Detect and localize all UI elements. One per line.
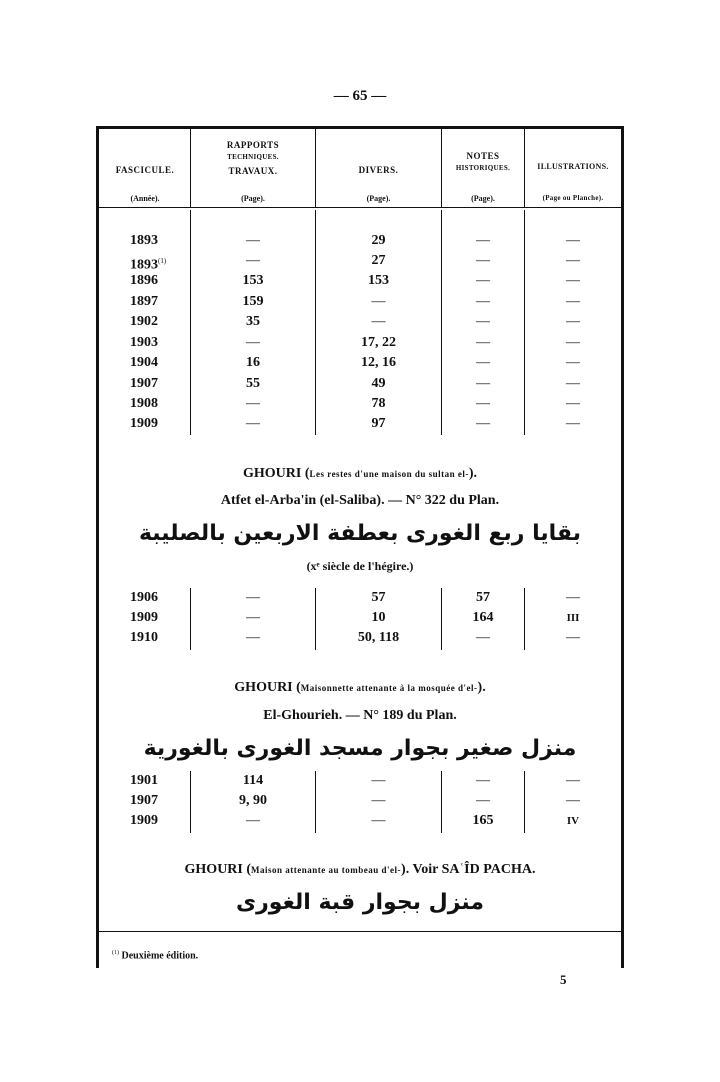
t1-year-text: 1909 — [130, 416, 158, 431]
footnote-rule — [99, 931, 621, 932]
t1-year — [130, 353, 158, 373]
t1-divers: — — [371, 314, 386, 329]
footnote-text: Deuxième édition. — [119, 950, 199, 962]
t2-rapports: — — [246, 590, 260, 605]
header-divers-page — [316, 195, 441, 204]
section4-title-main: GHOURI ( — [184, 862, 252, 877]
header-rapports-page-label: (Page). — [241, 194, 265, 203]
t1-rapports: 55 — [246, 376, 260, 391]
t3-divers: — — [371, 773, 386, 788]
t1-year-text: 1908 — [130, 396, 158, 411]
section2-title-caps: Les restes d'une maison du sultan el- — [309, 469, 469, 479]
header-divers-page-label: (Page). — [366, 194, 391, 203]
t1-illus: — — [566, 253, 580, 268]
t1-year — [130, 374, 158, 394]
t1-year-text: 1904 — [130, 355, 158, 370]
header-notes — [442, 152, 524, 173]
t2-rapports: — — [246, 630, 260, 645]
t1-year — [130, 231, 158, 251]
t3-notes: 165 — [472, 813, 494, 828]
t1-notes: — — [476, 396, 490, 411]
t1-illus: — — [566, 376, 580, 391]
t1-year-text: 1902 — [130, 314, 158, 329]
t1-illus: — — [566, 355, 580, 370]
t3-rapports: 9, 90 — [239, 793, 267, 808]
t2-divers: 10 — [371, 610, 386, 625]
t3-year: 1909 — [130, 813, 158, 828]
t2-divers: 57 — [371, 590, 386, 605]
t3-rapports: — — [246, 813, 260, 828]
header-annee-label: (Année). — [130, 194, 160, 203]
t2-notes: 57 — [476, 590, 490, 605]
t1-rapports: — — [246, 253, 260, 268]
header-notes-page — [442, 195, 524, 204]
t2-year: 1906 — [130, 590, 158, 605]
header-rapports-line3: TRAVAUX. — [228, 165, 278, 176]
t1-rapports: 153 — [242, 273, 264, 288]
section2-title-main: GHOURI ( — [242, 466, 310, 481]
t1-notes: — — [476, 294, 490, 309]
t1-divers: 27 — [371, 253, 386, 268]
t1-illus: — — [566, 335, 580, 350]
t2-divers: 50, 118 — [357, 630, 400, 645]
t1-divers: 12, 16 — [361, 355, 396, 370]
section4-title — [99, 862, 621, 878]
footnote-marker: (1) — [112, 950, 119, 956]
t1-rapports: — — [246, 335, 260, 350]
header-fascicule-label: FASCICULE. — [115, 165, 175, 175]
t3-notes: — — [476, 773, 490, 788]
t2-illus: III — [566, 612, 580, 624]
section3-title-caps: Maisonnette attenante à la mosquée d'el- — [300, 683, 478, 693]
t1-illus: — — [566, 416, 580, 431]
section2-century-note: (xᵉ siècle de l'hégire.) — [306, 559, 414, 573]
t3-year: 1901 — [130, 773, 158, 788]
t2-notes: — — [476, 630, 490, 645]
signature-mark: 5 — [560, 972, 567, 987]
t1-divers: 29 — [371, 233, 386, 248]
t1-rapports: 16 — [246, 355, 260, 370]
t1-year-text: 1903 — [130, 335, 158, 350]
table-right-border — [621, 126, 624, 968]
header-rapports-line2: TECHNIQUES. — [227, 152, 279, 161]
t1-year — [130, 292, 158, 312]
header-notes-line1: NOTES — [466, 151, 500, 161]
t2-illus: — — [566, 630, 580, 645]
header-fascicule — [100, 166, 190, 176]
t3-divers: — — [371, 813, 386, 828]
t1-year-text: 1893 — [130, 257, 158, 273]
section2-location: Atfet el-Arba'in (el-Saliba). — N° 322 du Plan. — [220, 493, 500, 508]
t1-notes: — — [476, 314, 490, 329]
header-notes-page-label: (Page). — [471, 194, 495, 203]
t1-year-text: 1907 — [130, 376, 158, 391]
section2-arabic: بقايا ربع الغورى بعطفة الاربعين بالصليبة — [138, 521, 582, 546]
t1-notes: — — [476, 355, 490, 370]
section2-title-end: ). — [468, 466, 478, 481]
t1-divers: — — [371, 294, 386, 309]
section3-title-end: ). — [477, 680, 486, 695]
table-top-border — [96, 126, 624, 129]
section4-arabic: منزل بجوار قبة الغورى — [235, 890, 485, 915]
t1-rapports: — — [246, 233, 260, 248]
header-divers-label: DIVERS. — [358, 165, 399, 175]
t1-notes: — — [476, 376, 490, 391]
t1-notes: — — [476, 253, 490, 268]
t1-divers: 97 — [371, 416, 386, 431]
t2-year: 1909 — [130, 610, 158, 625]
t3-year: 1907 — [130, 793, 158, 808]
footnote-ref: (1) — [158, 257, 167, 265]
section3-title — [99, 680, 621, 696]
t3-illus: — — [566, 773, 580, 788]
table-left-border — [96, 126, 99, 968]
section4-title-caps: Maison attenante au tombeau d'el- — [251, 865, 402, 875]
t1-year-text: 1893 — [130, 233, 158, 248]
header-illustrations — [525, 163, 621, 172]
header-annee — [100, 195, 190, 204]
header-divers — [316, 166, 441, 176]
footnote — [112, 950, 198, 961]
header-notes-line2: HISTORIQUES. — [455, 163, 511, 172]
header-illustrations-page — [525, 195, 621, 203]
t1-illus: — — [566, 273, 580, 288]
t1-year-text: 1897 — [130, 294, 158, 309]
t1-year — [130, 312, 158, 332]
section4-title-end: ). Voir SAʿÎD PACHA. — [401, 862, 536, 877]
t3-divers: — — [371, 793, 386, 808]
header-rapports-page — [191, 195, 315, 204]
t1-notes: — — [476, 233, 490, 248]
header-rapports-line1: RAPPORTS — [226, 140, 280, 150]
t2-rapports: — — [246, 610, 260, 625]
t3-notes: — — [476, 793, 490, 808]
section3-location: El-Ghourieh. — N° 189 du Plan. — [263, 708, 457, 723]
t1-rapports: — — [246, 396, 260, 411]
t2-illus: — — [566, 590, 580, 605]
header-rapports — [191, 141, 315, 176]
t1-year — [130, 333, 158, 353]
t1-year — [130, 394, 158, 414]
header-illustrations-page-label: (Page ou Planche). — [542, 194, 604, 202]
t2-year: 1910 — [130, 630, 158, 645]
section3-title-main: GHOURI ( — [234, 680, 301, 695]
t1-rapports: — — [246, 416, 260, 431]
page-number: — 65 — — [333, 88, 387, 104]
t3-illus: IV — [566, 815, 580, 827]
t1-notes: — — [476, 416, 490, 431]
t1-year — [130, 414, 158, 434]
t1-notes: — — [476, 335, 490, 350]
t1-year — [130, 271, 158, 291]
t3-rapports: 114 — [242, 773, 264, 788]
t1-illus: — — [566, 294, 580, 309]
header-illustrations-label: ILLUSTRATIONS. — [537, 162, 609, 171]
t1-notes: — — [476, 273, 490, 288]
t2-notes: 164 — [472, 610, 494, 625]
t1-divers: 153 — [368, 273, 389, 288]
t1-divers: 49 — [371, 376, 386, 391]
t1-illus: — — [566, 396, 580, 411]
section2-title — [99, 466, 621, 482]
t1-rapports: 35 — [246, 314, 260, 329]
t1-divers: 17, 22 — [361, 335, 396, 350]
header-bottom-rule — [99, 207, 621, 208]
section3-arabic: منزل صغير بجوار مسجد الغورى بالغورية — [143, 736, 577, 761]
t1-year — [130, 251, 166, 271]
t1-year-text: 1896 — [130, 273, 158, 288]
t1-divers: 78 — [371, 396, 386, 411]
t1-rapports: 159 — [242, 294, 264, 309]
t1-illus: — — [566, 314, 580, 329]
t1-illus: — — [566, 233, 580, 248]
t3-illus: — — [566, 793, 580, 808]
